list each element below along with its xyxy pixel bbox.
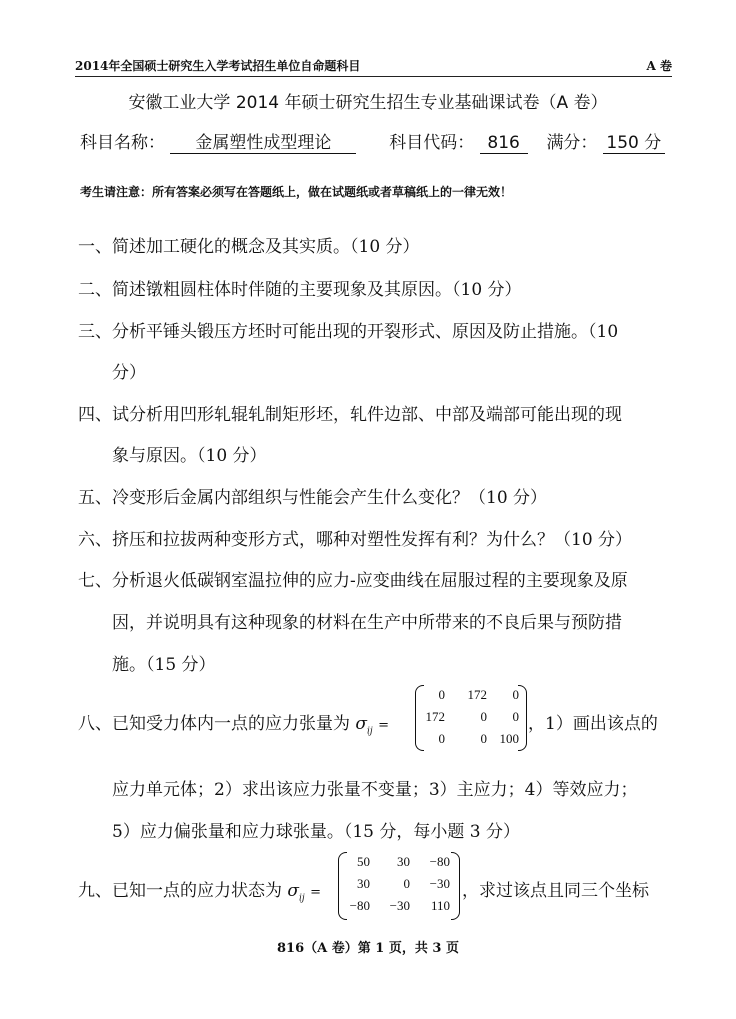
matrix-cell: 0: [403, 876, 410, 891]
sigma-symbol: σ: [355, 714, 368, 734]
matrix-cell: 100: [499, 731, 519, 746]
header-left: 2014年全国硕士研究生入学考试招生单位自命题科目: [75, 59, 361, 73]
question-8-cont-2: 5）应力偏张量和应力球张量。（15 分，每小题 3 分）: [112, 822, 520, 842]
question-6: 六、挤压和拉拔两种变形方式，哪种对塑性发挥有利？为什么？（10 分）: [78, 530, 633, 550]
subject-name: 金属塑性成型理论: [170, 128, 356, 154]
matrix-cell: −30: [429, 876, 450, 891]
question-9-tail: ，求过该点且同三个坐标: [462, 881, 649, 901]
matrix-cell: −30: [389, 898, 410, 913]
matrix-cell: 110: [430, 898, 450, 913]
subject-line: [80, 128, 665, 154]
question-9-text: 九、已知一点的应力状态为: [78, 881, 282, 901]
matrix-cell: −80: [349, 898, 370, 913]
full-score: 150 分: [603, 128, 665, 154]
subject-code: 816: [480, 133, 528, 154]
matrix-cell: 0: [512, 709, 519, 724]
question-9: [78, 876, 321, 903]
question-7-cont-1: 因，并说明具有这种现象的材料在生产中所带来的不良后果与预防措: [112, 613, 622, 633]
page-footer: 816（A 卷）第 1 页，共 3 页: [277, 941, 459, 956]
question-5: 五、冷变形后金属内部组织与性能会产生什么变化？（10 分）: [78, 488, 548, 508]
question-4: 四、试分析用凹形轧辊轧制矩形坯，轧件边部、中部及端部可能出现的现: [78, 405, 622, 425]
question-7-cont-2: 施。（15 分）: [112, 655, 216, 675]
question-8-tail: ，1）画出该点的: [528, 714, 658, 734]
question-3: 三、分析平锤头锻压方坯时可能出现的开裂形式、原因及防止措施。（10: [78, 322, 619, 342]
matrix-cell: 0: [480, 709, 487, 724]
equals-sign: =: [310, 885, 321, 900]
exam-title: 安徽工业大学 2014 年硕士研究生招生专业基础课试卷（A 卷）: [128, 93, 608, 113]
exam-notice: 考生请注意：所有答案必须写在答题纸上，做在试题纸或者草稿纸上的一律无效！: [80, 185, 513, 199]
question-1: 一、简述加工硬化的概念及其实质。（10 分）: [78, 237, 420, 257]
header-right: A 卷: [646, 59, 672, 73]
stress-tensor-matrix: [415, 685, 527, 751]
matrix-cell: 172: [467, 687, 487, 702]
sigma-subscript: ij: [299, 893, 305, 904]
matrix-cell: 0: [438, 731, 445, 746]
sigma-symbol: σ: [287, 881, 300, 901]
header-rule: [75, 76, 672, 77]
matrix-cell: 0: [480, 731, 487, 746]
question-4-cont: 象与原因。（10 分）: [112, 446, 267, 466]
matrix-cell: 50: [357, 854, 370, 869]
question-3-cont: 分）: [112, 363, 146, 383]
matrix-cell: 0: [512, 687, 519, 702]
matrix-cell: 30: [357, 876, 370, 891]
matrix-cell: 30: [397, 854, 410, 869]
matrix-cell: −80: [429, 854, 450, 869]
question-8: [78, 709, 389, 736]
page-header: [75, 57, 672, 75]
question-8-cont-1: 应力单元体；2）求出该应力张量不变量；3）主应力；4）等效应力；: [112, 780, 638, 800]
question-8-text: 八、已知受力体内一点的应力张量为: [78, 714, 350, 734]
matrix-cell: 172: [425, 709, 445, 724]
subject-name-label: 科目名称：: [80, 133, 165, 153]
sigma-subscript: ij: [367, 726, 373, 737]
matrix-cell: 0: [438, 687, 445, 702]
subject-code-label: 科目代码：: [389, 133, 475, 153]
question-2: 二、简述镦粗圆柱体时伴随的主要现象及其原因。（10 分）: [78, 280, 522, 300]
equals-sign: =: [378, 718, 389, 733]
stress-state-matrix: [338, 852, 460, 920]
question-7: 七、分析退火低碳钢室温拉伸的应力-应变曲线在屈服过程的主要现象及原: [78, 571, 628, 591]
score-label: 满分：: [546, 133, 598, 153]
